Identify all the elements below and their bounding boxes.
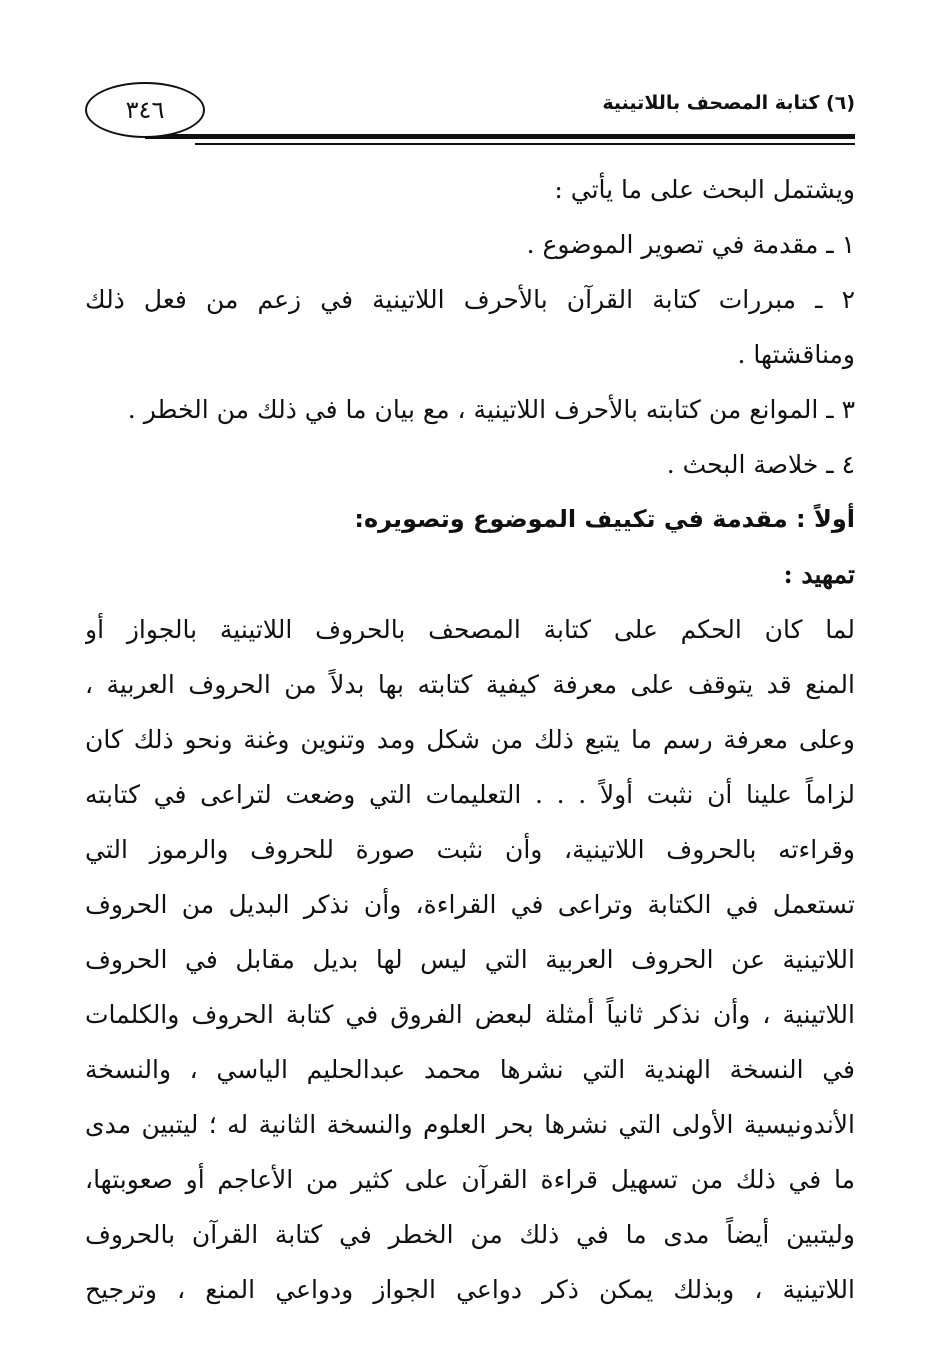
paragraph-line: في النسخة الهندية التي نشرها محمد عبدالحليم الياسي ، والنسخة [85, 1055, 855, 1084]
page-header [85, 82, 855, 146]
outline-item-4: ٤ ـ خلاصة البحث . [666, 450, 855, 479]
paragraph-line: وعلى معرفة رسم ما يتبع ذلك من شكل ومد وتنوين وغنة ونحو ذلك كان [85, 725, 855, 754]
header-rule-thick [145, 134, 855, 139]
outline-item-2: ٢ ـ مبررات كتابة القرآن بالأحرف اللاتينية في زعم من فعل ذلك [85, 285, 855, 314]
paragraph-line: اللاتينية ، وبذلك يمكن ذكر دواعي الجواز ودواعي المنع ، وترجيح [85, 1275, 855, 1304]
paragraph-line: وليتبين أيضاً مدى ما في ذلك من الخطر في كتابة القرآن بالحروف [85, 1220, 855, 1249]
paragraph-line: وقراءته بالحروف اللاتينية، وأن نثبت صورة للحروف والرموز التي [85, 835, 855, 864]
subsection-heading: تمهيد : [783, 560, 855, 589]
running-title: (٦) كتابة المصحف باللاتينية [602, 92, 855, 114]
outline-item-1: ١ ـ مقدمة في تصوير الموضوع . [526, 230, 855, 259]
paragraph-line: لما كان الحكم على كتابة المصحف بالحروف اللاتينية بالجواز أو [85, 615, 855, 644]
paragraph-line: لزاماً علينا أن نثبت أولاً . . . التعليمات التي وضعت لتراعى في كتابته [85, 780, 855, 809]
outline-item-2-continued: ومناقشتها . [737, 340, 855, 369]
paragraph-line: اللاتينية ، وأن نذكر ثانياً أمثلة لبعض الفروق في كتابة الحروف والكلمات [85, 1000, 855, 1029]
page-body [85, 162, 855, 1317]
paragraph-line: تستعمل في الكتابة وتراعى في القراءة، وأن نذكر البديل من الحروف [85, 890, 855, 919]
page-number-frame [85, 82, 205, 138]
paragraph-line: ما في ذلك من تسهيل قراءة القرآن على كثير من الأعاجم أو صعوبتها، [85, 1165, 855, 1194]
paragraph-line: الأندونيسية الأولى التي نشرها بحر العلوم والنسخة الثانية له ؛ ليتبين مدى [85, 1110, 855, 1139]
page-number: ٣٤٦ [125, 96, 165, 124]
intro-line: ويشتمل البحث على ما يأتي : [554, 175, 855, 204]
paragraph-line: اللاتينية عن الحروف العربية التي ليس لها بديل مقابل في الحروف [85, 945, 855, 974]
outline-item-3: ٣ ـ الموانع من كتابته بالأحرف اللاتينية ، مع بيان ما في ذلك من الخطر . [127, 395, 855, 424]
paragraph-line: المنع قد يتوقف على معرفة كيفية كتابته بها بدلاً من الحروف العربية ، [85, 670, 855, 699]
header-rule-thin [195, 143, 855, 145]
section-heading: أولاً : مقدمة في تكييف الموضوع وتصويره: [354, 505, 855, 533]
